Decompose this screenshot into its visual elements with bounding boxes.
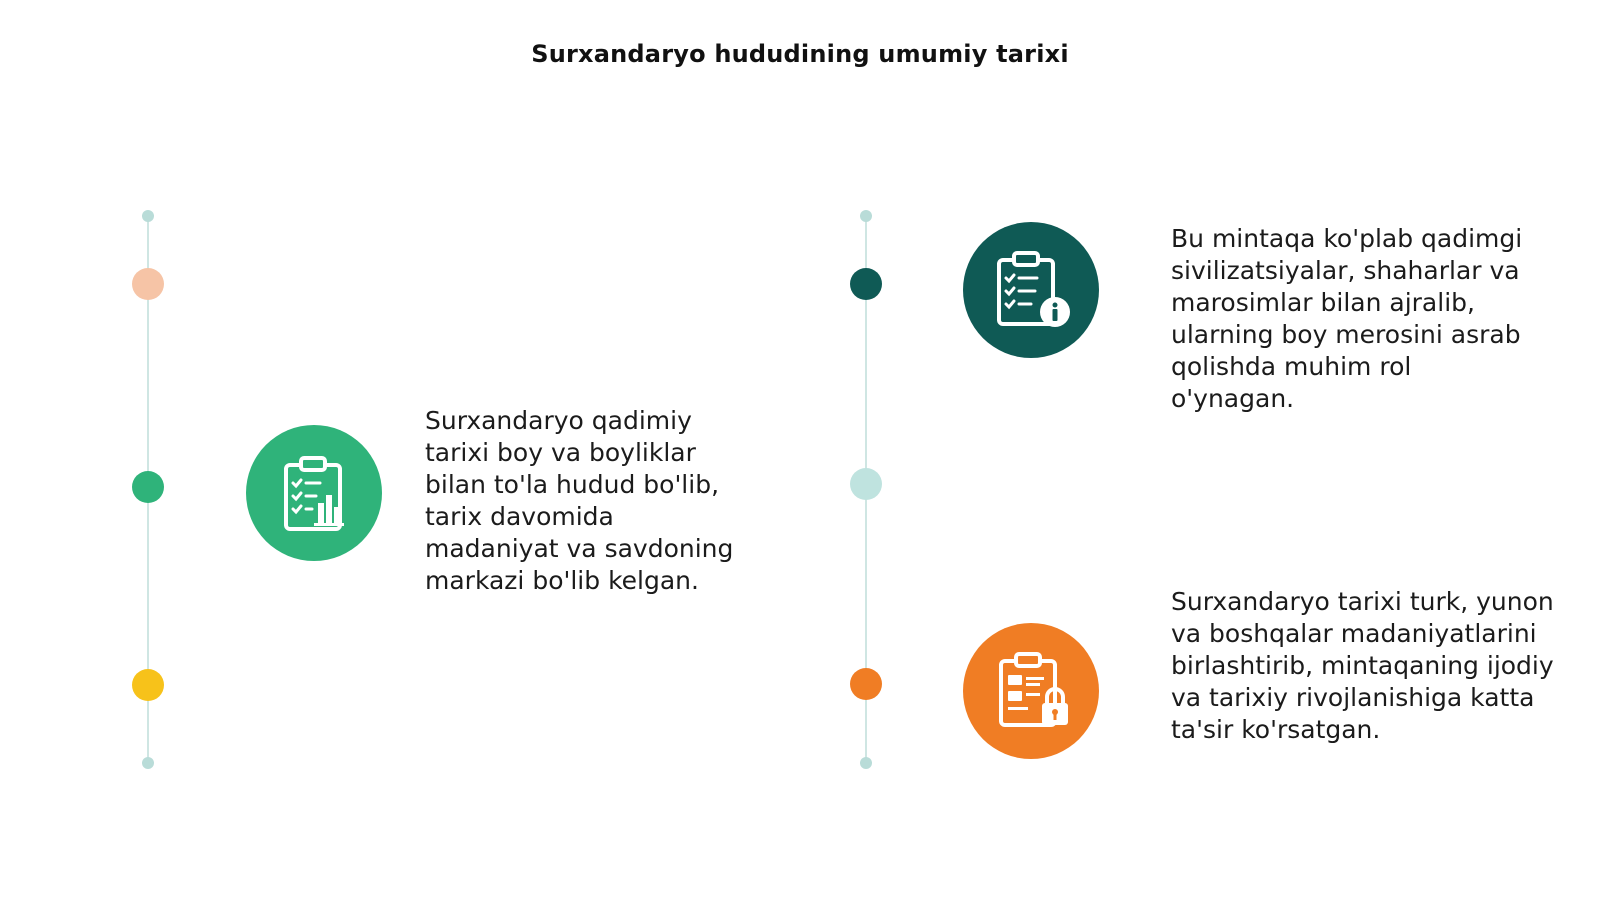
clipboard-info-icon <box>963 222 1099 358</box>
timeline-end-dot <box>860 757 872 769</box>
timeline-dot <box>132 669 164 701</box>
item-text: Bu mintaqa ko'plab qadimgi sivilizatsiyalar, shaharlar va marosimlar bilan ajralib, ularning boy merosini asrab qolishda muhim rol o'ynagan. <box>1171 224 1523 413</box>
timeline-start-dot <box>860 210 872 222</box>
timeline-start-dot <box>142 210 154 222</box>
clipboard-chart-icon <box>246 425 382 561</box>
icon-circle-cultures <box>963 623 1099 759</box>
timeline-dot <box>850 468 882 500</box>
icon-circle-civilizations <box>963 222 1099 358</box>
timeline-end-dot <box>142 757 154 769</box>
clipboard-lock-icon <box>963 623 1099 759</box>
timeline-dot <box>132 471 164 503</box>
item-text: Surxandaryo tarixi turk, yunon va boshqalar madaniyatlarini birlashtirib, mintaqaning ijodiy va tarixiy rivojlanishiga katta ta'sir ko'rsatgan. <box>1171 587 1554 744</box>
timeline-dot <box>850 668 882 700</box>
timeline-dot <box>132 268 164 300</box>
item-text: Surxandaryo qadimiy tarixi boy va boyliklar bilan to'la hudud bo'lib, tarix davomida madaniyat va savdoning markazi bo'lib kelgan. <box>425 406 734 595</box>
timeline-right <box>851 210 881 770</box>
timeline-left <box>133 210 163 770</box>
page-title: Surxandaryo hududining umumiy tarixi <box>531 40 1069 68</box>
icon-circle-history <box>246 425 382 561</box>
timeline-dot <box>850 268 882 300</box>
